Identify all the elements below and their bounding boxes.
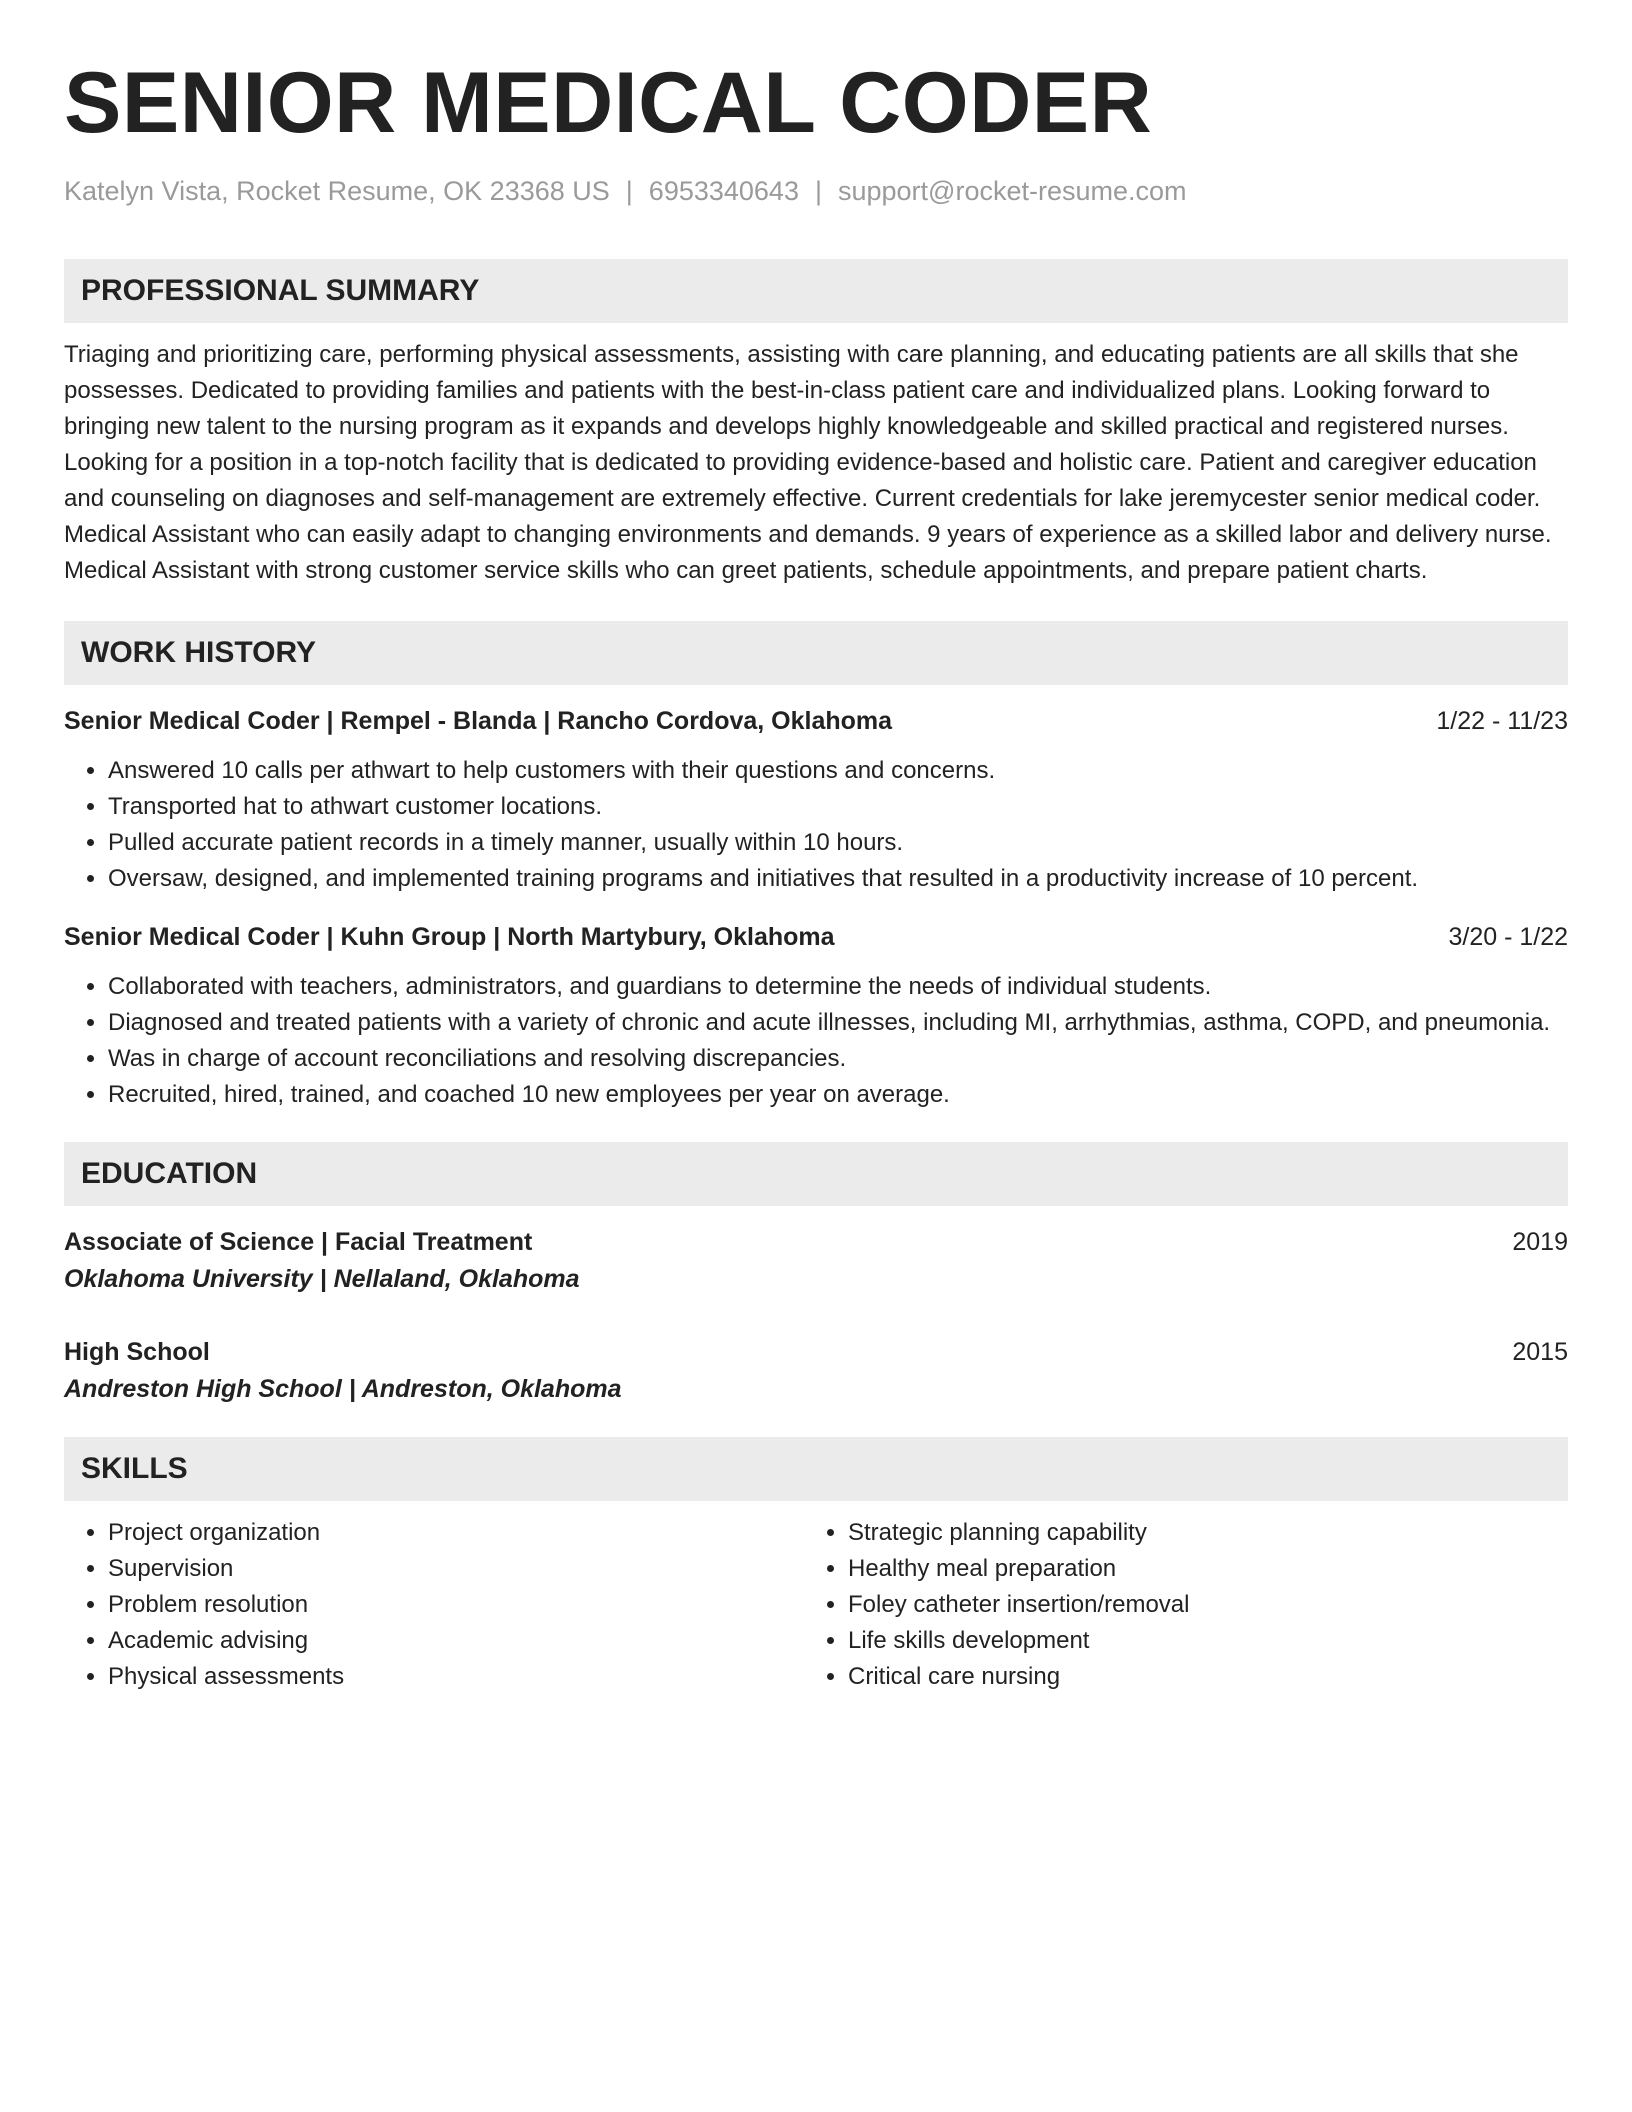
education-entry [64, 1224, 1568, 1298]
job-bullets [64, 969, 1568, 1113]
skill-item: • Healthy meal preparation [848, 1551, 1568, 1587]
job-bullet: • Transported hat to athwart customer locations. [108, 789, 1568, 825]
skills-columns [64, 1515, 1568, 1695]
job-bullets [64, 753, 1568, 897]
job-bullet: • Answered 10 calls per athwart to help customers with their questions and concerns. [108, 753, 1568, 789]
education-header [64, 1224, 1568, 1260]
skills-list-left [64, 1515, 804, 1695]
contact-phone: 6953340643 [648, 176, 799, 206]
section-header-education: EDUCATION [64, 1142, 1568, 1206]
education-entry [64, 1334, 1568, 1408]
contact-email: support@rocket-resume.com [837, 176, 1187, 206]
skill-item: • Academic advising [108, 1623, 804, 1659]
skill-item: • Foley catheter insertion/removal [848, 1587, 1568, 1623]
education-school: Oklahoma University | Nellaland, Oklahoma [64, 1265, 580, 1293]
skill-item: • Project organization [108, 1515, 804, 1551]
skill-item: • Life skills development [848, 1623, 1568, 1659]
summary-text: Triaging and prioritizing care, performing physical assessments, assisting with care planning, and educating patients are all skills that she possesses. Dedicated to providing families and patients with the best-in-class patient care and individualized plans. Looking forward to bringing new talent to the nursing program as it expands and develops highly knowledgeable and skilled practical and registered nurses. Looking for a position in a top-notch facility that is dedicated to providing evidence-based and holistic care. Patient and caregiver education and counseling on diagnoses and self-management are extremely effective. Current credentials for lake jeremycester senior medical coder. Medical Assistant who can easily adapt to changing environments and demands. 9 years of experience as a skilled labor and delivery nurse. Medical Assistant with strong customer service skills who can greet patients, schedule appointments, and prepare patient charts. [64, 341, 1552, 584]
job-header [64, 919, 1568, 955]
job-bullet: • Diagnosed and treated patients with a variety of chronic and acute illnesses, including MI, arrhythmias, asthma, COPD, and pneumonia. [108, 1005, 1568, 1041]
skill-item: • Critical care nursing [848, 1659, 1568, 1695]
job-header [64, 703, 1568, 739]
skill-item: • Physical assessments [108, 1659, 804, 1695]
contact-separator: | [625, 176, 633, 206]
job-bullet: • Pulled accurate patient records in a timely manner, usually within 10 hours. [108, 825, 1568, 861]
education-year: 2015 [1512, 1338, 1568, 1366]
section-header-summary: PROFESSIONAL SUMMARY [64, 259, 1568, 323]
skill-item: • Problem resolution [108, 1587, 804, 1623]
contact-line [64, 174, 1568, 208]
job-bullet: • Was in charge of account reconciliations and resolving discrepancies. [108, 1041, 1568, 1077]
resume-title: SENIOR MEDICAL CODER [64, 55, 1153, 151]
job-dates: 1/22 - 11/23 [1436, 707, 1568, 735]
education-degree: High School [64, 1338, 210, 1366]
job-title: Senior Medical Coder | Rempel - Blanda | Rancho Cordova, Oklahoma [64, 707, 893, 735]
job-bullet: • Oversaw, designed, and implemented training programs and initiatives that resulted in a productivity increase of 10 percent. [108, 861, 1568, 897]
section-header-work-history: WORK HISTORY [64, 621, 1568, 685]
contact-separator: | [814, 176, 822, 206]
skills-list-right [804, 1515, 1568, 1695]
job-dates: 3/20 - 1/22 [1448, 923, 1568, 951]
education-degree: Associate of Science | Facial Treatment [64, 1228, 533, 1256]
education-header [64, 1334, 1568, 1370]
job-bullet: • Collaborated with teachers, administrators, and guardians to determine the needs of individual students. [108, 969, 1568, 1005]
education-school: Andreston High School | Andreston, Oklahoma [64, 1375, 622, 1403]
section-header-skills: SKILLS [64, 1437, 1568, 1501]
skill-item: • Strategic planning capability [848, 1515, 1568, 1551]
contact-address: Katelyn Vista, Rocket Resume, OK 23368 US [64, 176, 610, 206]
job-entry [64, 703, 1568, 897]
job-title: Senior Medical Coder | Kuhn Group | North Martybury, Oklahoma [64, 923, 835, 951]
job-bullet: • Recruited, hired, trained, and coached 10 new employees per year on average. [108, 1077, 1568, 1113]
education-year: 2019 [1512, 1228, 1568, 1256]
skill-item: • Supervision [108, 1551, 804, 1587]
job-entry [64, 919, 1568, 1113]
